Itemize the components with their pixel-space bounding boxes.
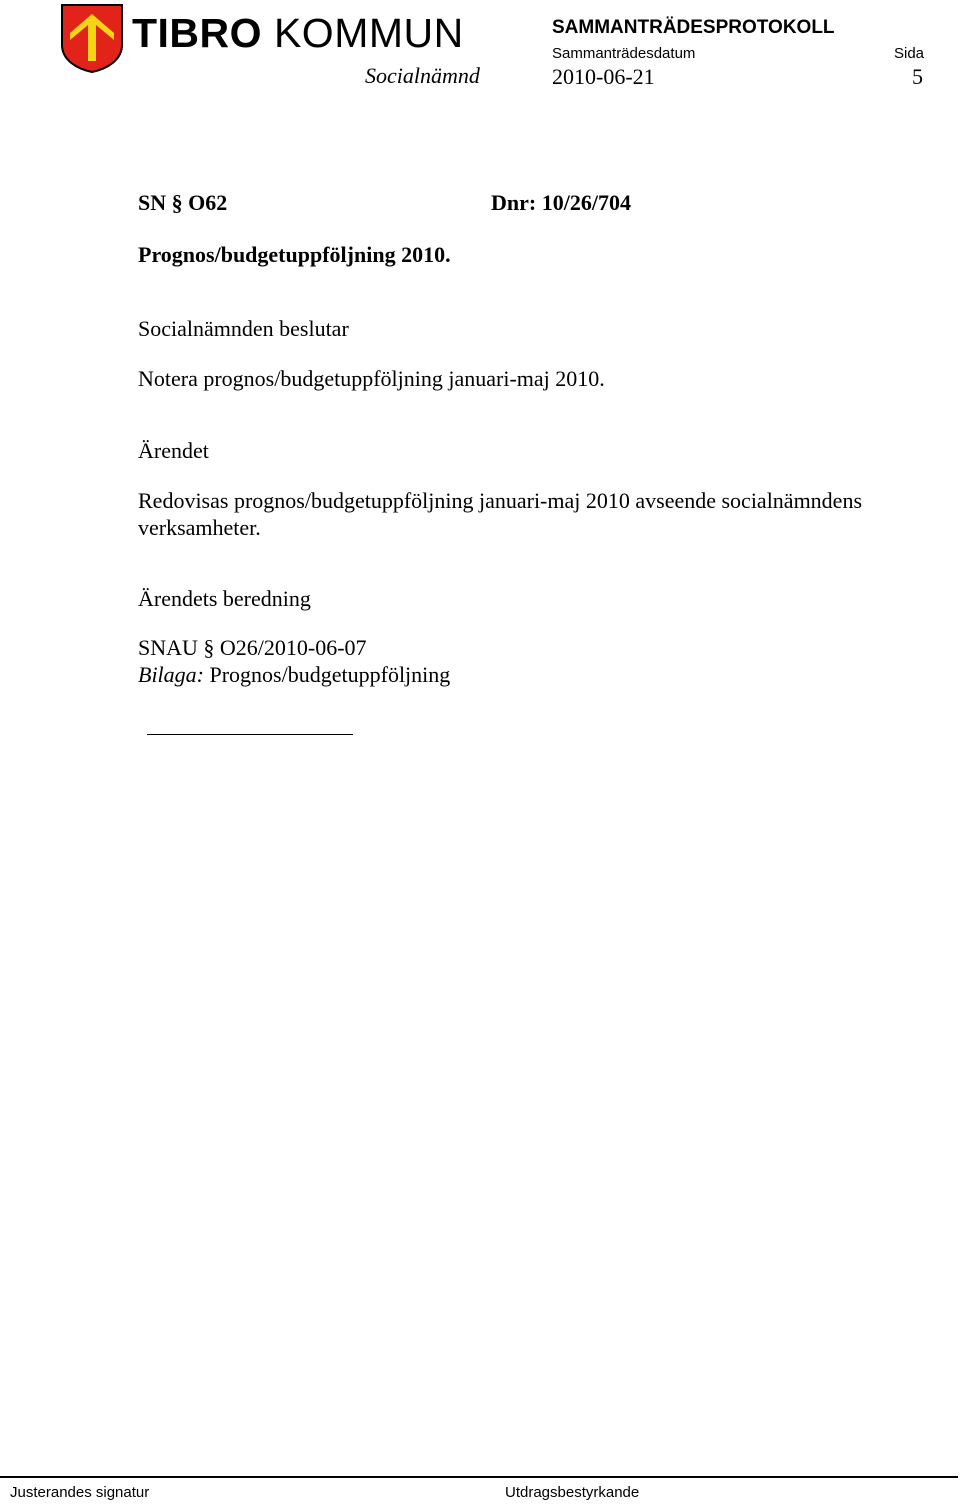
item-title: Prognos/budgetuppföljning 2010.	[138, 242, 451, 267]
organization-name	[132, 8, 464, 58]
municipal-coat-of-arms-icon	[60, 3, 124, 73]
organization-name-regular: KOMMUN	[273, 10, 464, 56]
footer-certification-label: Utdragsbestyrkande	[505, 1484, 640, 1501]
preparation-heading: Ärendets beredning	[138, 586, 311, 611]
meeting-date-label: Sammanträdesdatum	[552, 45, 696, 62]
item-paragraph-id: SN § O62	[138, 190, 228, 215]
page-number-label: Sida	[894, 45, 925, 62]
footer-divider	[0, 1476, 958, 1478]
matter-text: Redovisas prognos/budgetuppföljning januari-maj 2010 avseende socialnämndens verksamheter.	[138, 488, 863, 540]
page-number-value: 5	[912, 64, 923, 89]
committee-name: Socialnämnd	[365, 63, 480, 88]
attachment-line	[138, 661, 450, 689]
item-registration-number: Dnr: 10/26/704	[491, 190, 631, 215]
meeting-date-value: 2010-06-21	[552, 64, 655, 89]
matter-heading: Ärendet	[138, 438, 209, 463]
decision-heading: Socialnämnden beslutar	[138, 316, 349, 341]
attachment-value: Prognos/budgetuppföljning	[204, 662, 451, 687]
decision-text: Notera prognos/budgetuppföljning januari-maj 2010.	[138, 366, 605, 391]
attachment-label: Bilaga:	[138, 662, 204, 687]
organization-name-bold: TIBRO	[132, 10, 263, 56]
signature-line	[147, 734, 353, 735]
footer-signature-label: Justerandes signatur	[10, 1484, 150, 1501]
preparation-reference: SNAU § O26/2010-06-07	[138, 635, 367, 660]
document-type-title: SAMMANTRÄDESPROTOKOLL	[552, 17, 835, 38]
